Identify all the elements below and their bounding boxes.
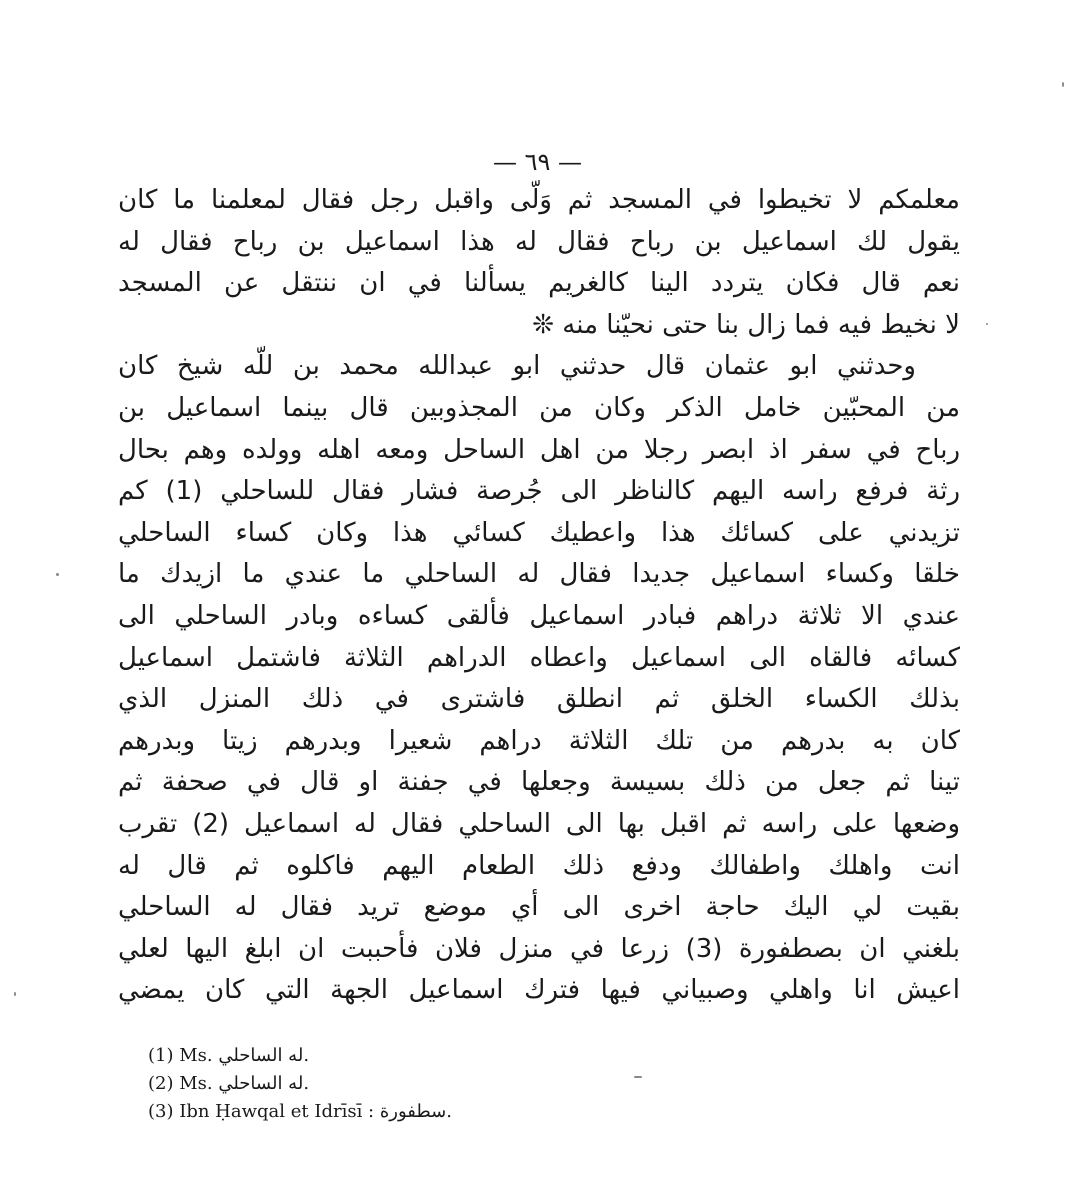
text-line: عندي الا ثلاثة دراهم فبادر اسماعيل فألقى كساءه وبادر الساحلي الى bbox=[118, 600, 960, 631]
scan-speck bbox=[14, 992, 16, 996]
text-line: نعم قال فكان يتردد الينا كالغريم يسألنا في ان ننتقل عن المسجد bbox=[118, 268, 960, 299]
footnotes bbox=[148, 1042, 452, 1126]
text-line: كان به بدرهم من تلك الثلاثة دراهم شعيرا وبدرهم زيتا وبدرهم bbox=[118, 725, 960, 756]
text-line: كسائه فالقاه الى اسماعيل واعطاه الدراهم الثلاثة فاشتمل اسماعيل bbox=[118, 642, 960, 673]
scan-speck bbox=[56, 573, 59, 576]
text-line: لا نخيط فيه فما زال بنا حتى نحيّنا منه ❊ bbox=[532, 309, 960, 340]
text-line: تينا ثم جعل من ذلك بسيسة وجعلها في جفنة او قال في صحفة ثم bbox=[118, 767, 960, 798]
text-line: انت واهلك واطفالك ودفع ذلك الطعام اليهم فاكلوه ثم قال له bbox=[118, 850, 960, 881]
text-line: وحدثني ابو عثمان قال حدثني ابو عبدالله محمد بن للّه شيخ كان bbox=[118, 351, 916, 382]
scan-speck bbox=[986, 323, 988, 325]
footnote: (3) Ibn Ḥawqal et Idrīsī : سطفورة. bbox=[148, 1101, 452, 1122]
scan-speck bbox=[1062, 82, 1064, 87]
footnote: (2) Ms. له الساحلي. bbox=[148, 1073, 310, 1094]
text-line: رباح في سفر اذ ابصر رجلا من اهل الساحل ومعه اهله وولده وهم بحال bbox=[118, 434, 960, 465]
text-line: رثة فرفع راسه اليهم كالناظر الى جُرصة فشار فقال للساحلي (1) كم bbox=[118, 476, 960, 507]
text-line: بلغني ان بصطفورة (3) زرعا في منزل فلان فأحببت ان ابلغ اليها لعلي bbox=[118, 933, 960, 964]
page-number: — ٦٩ — bbox=[492, 148, 583, 176]
text-line: بذلك الكساء الخلق ثم انطلق فاشترى في ذلك المنزل الذي bbox=[118, 684, 960, 715]
text-line: من المحبّين خامل الذكر وكان من المجذوبين قال بينما اسماعيل بن bbox=[118, 392, 960, 423]
text-line: يقول لك اسماعيل بن رباح فقال له هذا اسماعيل بن رباح فقال له bbox=[118, 226, 960, 257]
footnote: (1) Ms. له الساحلي. bbox=[148, 1045, 310, 1066]
text-line: تزيدني على كسائك هذا واعطيك كسائي هذا وكان كساء الساحلي bbox=[118, 517, 960, 548]
scan-speck bbox=[634, 1076, 642, 1078]
arabic-body-text bbox=[118, 180, 960, 1012]
text-line: وضعها على راسه ثم اقبل بها الى الساحلي فقال له اسماعيل (2) تقرب bbox=[118, 808, 960, 839]
text-line: بقيت لي اليك حاجة اخرى الى أي موضع تريد فقال له الساحلي bbox=[118, 892, 960, 923]
text-line: خلقا وكساء اسماعيل جديدا فقال له الساحلي ما عندي ما ازيدك ما bbox=[118, 559, 960, 590]
text-line: اعيش انا واهلي وصبياني فيها فترك اسماعيل الجهة التي كان يمضي bbox=[118, 975, 960, 1006]
text-line: معلمكم لا تخيطوا في المسجد ثم وَلّى واقبل رجل فقال لمعلمنا ما كان bbox=[118, 185, 960, 215]
